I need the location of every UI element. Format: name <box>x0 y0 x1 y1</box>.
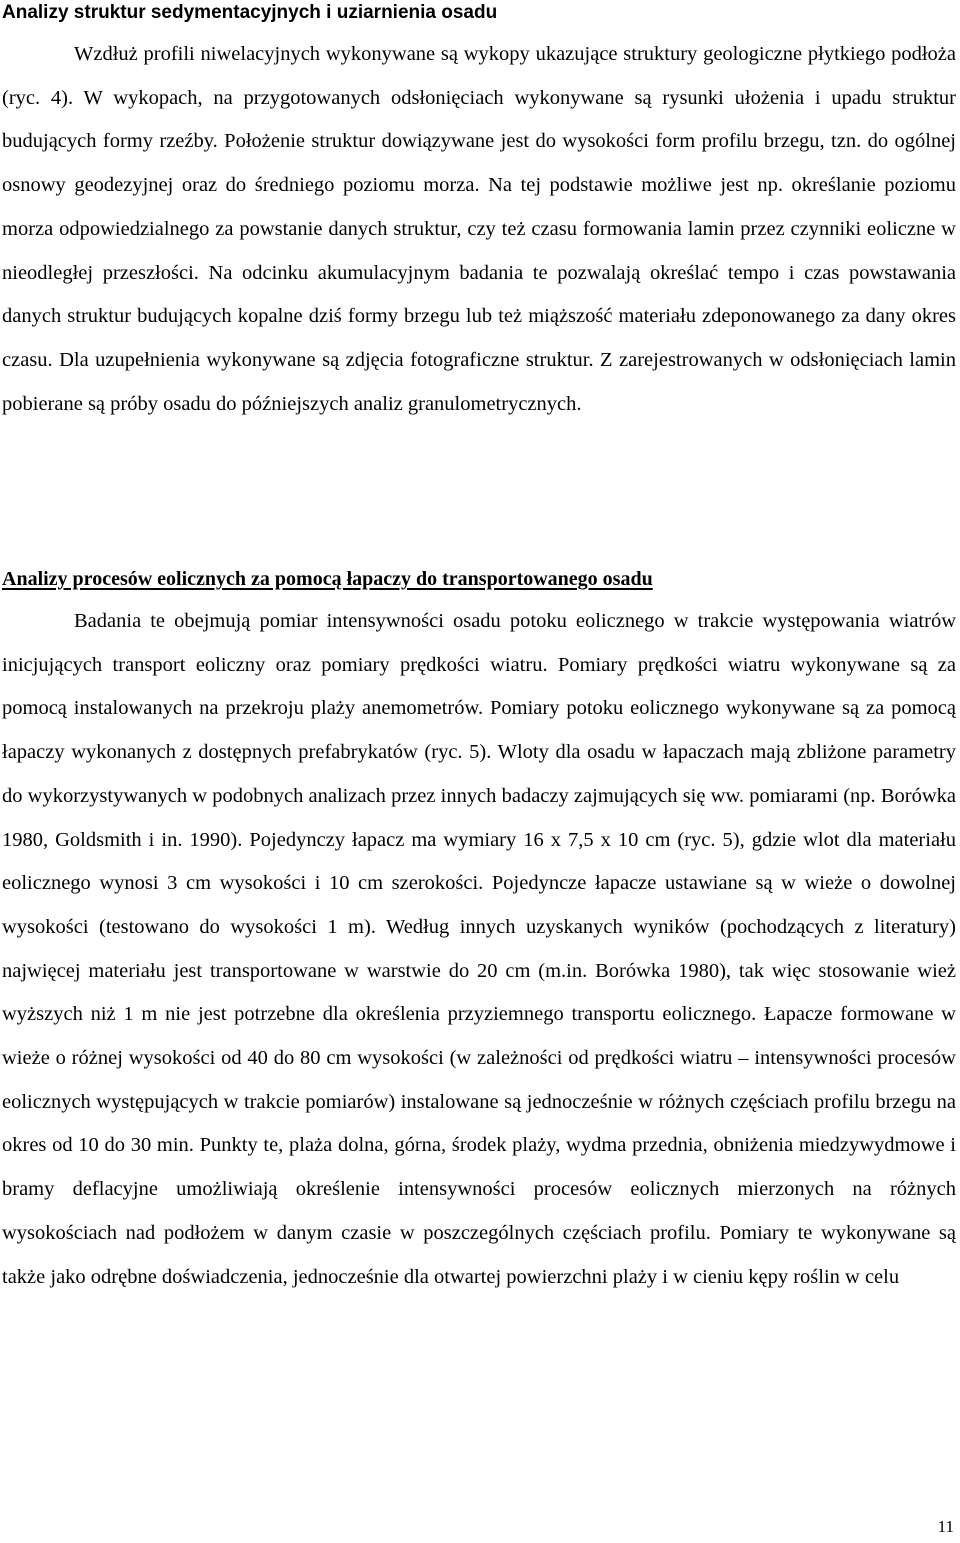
section-heading-sediment-structures: Analizy struktur sedymentacyjnych i uziarnienia osadu <box>2 2 498 23</box>
section-paragraph-aeolian-processes: Badania te obejmują pomiar intensywności osadu potoku eolicznego w trakcie występowania wiatrów inicjujących transport eoliczny oraz pomiary prędkości wiatru. Pomiary prędkości wiatru wykonywane są za pomocą instalowanych na przekroju plaży anemometrów. Pomiary potoku eolicznego wykonywane są za pomocą łapaczy wykonanych z dostępnych prefabrykatów (ryc. 5). Wloty dla osadu w łapaczach mają zbliżone parametry do wykorzystywanych w podobnych analizach przez innych badaczy zajmujących się ww. pomiarami (np. Borówka 1980, Goldsmith i in. 1990). Pojedynczy łapacz ma wymiary 16 x 7,5 x 10 cm (ryc. 5), gdzie wlot dla materiału eolicznego wynosi 3 cm wysokości i 10 cm szerokości. Pojedyncze łapacze ustawiane są w wieże o dowolnej wysokości (testowano do wysokości 1 m). Według innych uzyskanych wyników (pochodzących z literatury) najwięcej materiału jest transportowane w warstwie do 20 cm (m.in. Borówka 1980), tak więc stosowanie wież wyższych niż 1 m nie jest potrzebne dla określenia przyziemnego transportu eolicznego. Łapacze formowane w wieże o różnej wysokości od 40 do 80 cm wysokości (w zależności od prędkości wiatru – intensywności procesów eolicznych występujących w trakcie pomiarów) instalowane są jednocześnie w różnych częściach profilu brzegu na okres od 10 do 30 min. Punkty te, plaża dolna, górna, środek plaży, wydma przednia, obniżenia miedzywydmowe i bramy deflacyjne umożliwiają określenie intensywności procesów eolicznych mierzonych na różnych wysokościach nad podłożem w danym czasie w poszczególnych częściach profilu. Pomiary te wykonywane są także jako odrębne doświadczenia, jednocześnie dla otwartej powierzchni plaży i w cieniu kępy roślin w celu <box>2 610 956 1288</box>
section-heading-aeolian-processes: Analizy procesów eolicznych za pomocą łapaczy do transportowanego osadu <box>2 568 653 590</box>
page-number: 11 <box>937 1517 954 1536</box>
section-paragraph-sediment-structures: Wzdłuż profili niwelacyjnych wykonywane są wykopy ukazujące struktury geologiczne płytkiego podłoża (ryc. 4). W wykopach, na przygotowanych odsłonięciach wykonywane są rysunki ułożenia i upadu struktur budujących formy rzeźby. Położenie struktur dowiązywane jest do wysokości form profilu brzegu, tzn. do ogólnej osnowy geodezyjnej oraz do średniego poziomu morza. Na tej podstawie możliwe jest np. określanie poziomu morza odpowiedzialnego za powstanie danych struktur, czy też czasu formowania lamin przez czynniki eoliczne w nieodległej przeszłości. Na odcinku akumulacyjnym badania te pozwalają określać tempo i czas powstawania danych struktur budujących kopalne dziś formy brzegu lub też miąższość materiału zdeponowanego za dany okres czasu. Dla uzupełnienia wykonywane są zdjęcia fotograficzne struktur. Z zarejestrowanych w odsłonięciach lamin pobierane są próby osadu do późniejszych analiz granulometrycznych. <box>2 43 956 415</box>
